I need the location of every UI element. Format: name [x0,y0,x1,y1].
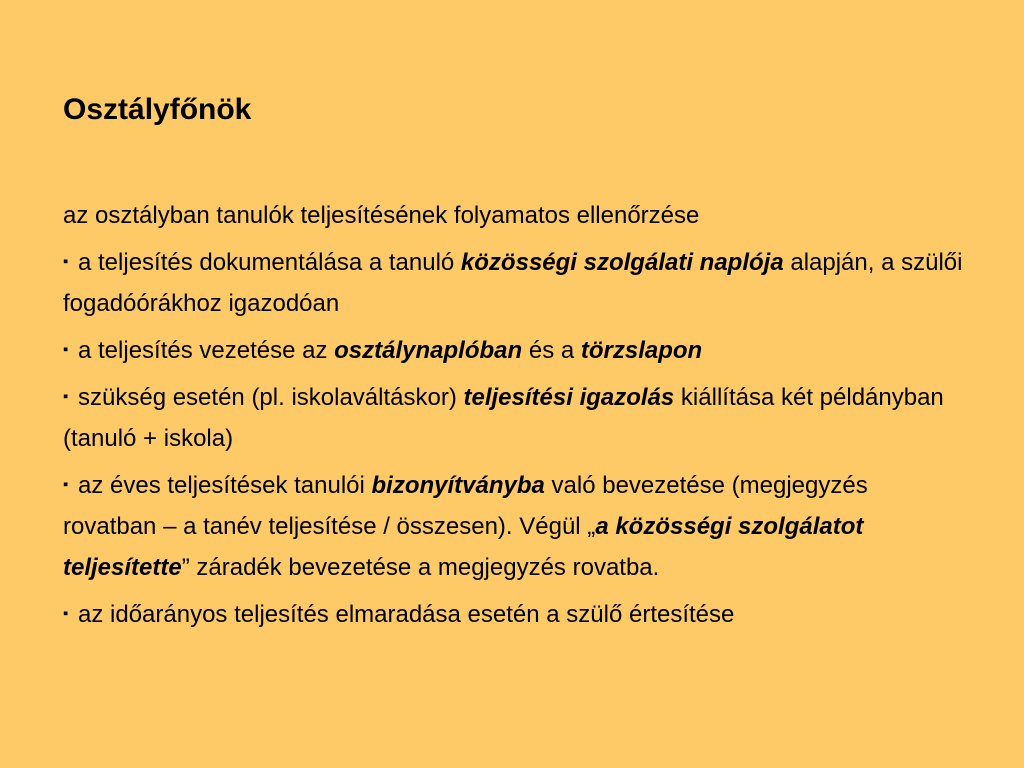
intro-paragraph: az osztályban tanulók teljesítésének folyamatos ellenőrzése [63,202,700,229]
text-run: alapján, a szülői fogadóórákhoz igazodóan [63,249,963,317]
text-run: kiállítása két példányban (tanuló + iskola) [63,384,944,452]
bullet-icon: ▪ [63,388,69,405]
emphasis-text: közösségi szolgálati naplója [460,249,784,276]
text-run: szükség esetén (pl. iskolaváltáskor) [78,384,464,411]
text-run: és a [522,337,581,364]
bullet-item-certificate [63,376,963,459]
emphasis-text: törzslapon [580,337,703,364]
bullet-icon: ▪ [63,341,69,358]
bullet-icon: ▪ [63,476,69,493]
emphasis-text: a közösségi szolgálatot teljesítette [63,513,864,581]
emphasis-text: bizonyítványba [371,472,545,499]
slide-body [63,195,963,640]
bullet-icon: ▪ [63,605,69,622]
slide-title: Osztályfőnök [63,93,252,126]
bullet-item-parent-notice [63,593,963,635]
text-run: való bevezetése (megjegyzés rovatban – a tanév teljesítése / összesen). Végül „ [63,472,868,540]
emphasis-text: osztálynaplóban [334,337,523,364]
text-run: a teljesítés dokumentálása a tanuló [78,249,461,276]
bullet-item-documentation [63,241,963,324]
bullet-item-report-card [63,464,963,588]
bullet-icon: ▪ [63,253,69,270]
text-run: az időarányos teljesítés elmaradása esetén a szülő értesítése [78,601,735,628]
text-run: az éves teljesítések tanulói [78,472,372,499]
emphasis-text: teljesítési igazolás [463,384,675,411]
bullet-item-register [63,329,963,371]
text-run: ” záradék bevezetése a megjegyzés rovatba. [181,554,660,581]
text-run: a teljesítés vezetése az [78,337,335,364]
